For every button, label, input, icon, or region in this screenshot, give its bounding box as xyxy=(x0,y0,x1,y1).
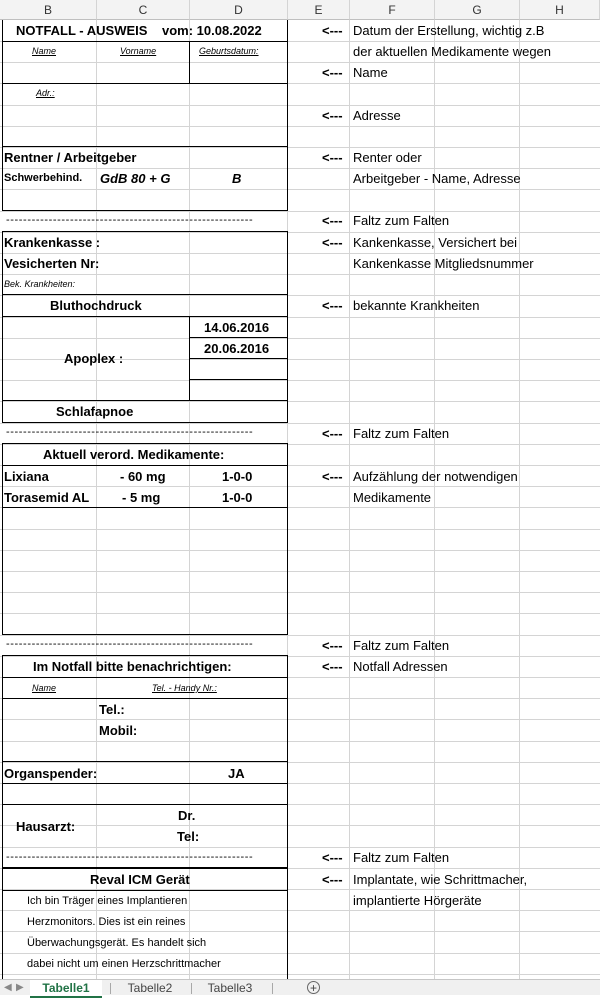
gridline xyxy=(0,126,600,127)
arrow: <--- xyxy=(322,108,343,123)
sheet-tab-bar xyxy=(0,979,600,995)
note-text: Kankenkasse Mitgliedsnummer xyxy=(353,256,534,271)
krankenkasse-label: Krankenkasse : xyxy=(4,235,101,250)
emergency-name-label: Name xyxy=(32,683,57,693)
note-text: Faltz zum Falten xyxy=(353,426,450,441)
arrow: <--- xyxy=(322,150,343,165)
fold-line-1: ---------------------------------------------------------- xyxy=(6,214,254,226)
organ-donor-label: Organspender: xyxy=(4,766,98,781)
note-text: Aufzählung der notwendigen xyxy=(353,469,518,484)
tab-separator xyxy=(110,983,111,994)
gridline xyxy=(0,529,600,530)
arrow: <--- xyxy=(322,426,343,441)
card-border xyxy=(287,231,288,423)
note-text: implantierte Hörgeräte xyxy=(353,893,482,908)
gridline xyxy=(0,380,600,381)
add-sheet-icon[interactable]: + xyxy=(307,981,320,994)
emergency-contact-title: Im Notfall bitte benachrichtigen: xyxy=(33,659,232,674)
fold-line-3: ---------------------------------------------------------- xyxy=(6,638,254,650)
arrow: <--- xyxy=(322,235,343,250)
arrow: <--- xyxy=(322,638,343,653)
reval-text-line: Überwachungsgerät. Es handelt sich xyxy=(27,937,207,949)
schwerbehindert-label: Schwerbehind. xyxy=(4,172,83,184)
card-border xyxy=(2,868,3,979)
card-border xyxy=(2,761,288,762)
gridline xyxy=(0,741,600,742)
disease-date-2: 20.06.2016 xyxy=(204,341,270,356)
card-border xyxy=(287,443,288,635)
rentner-label: Rentner / Arbeitgeber xyxy=(4,150,137,165)
name-column-label: Name xyxy=(32,46,57,56)
medication-dose: - 5 mg xyxy=(122,490,161,505)
note-text: bekannte Krankheiten xyxy=(353,298,480,313)
organ-donor-value: JA xyxy=(228,766,245,781)
fold-line-4: ---------------------------------------------------------- xyxy=(6,851,254,863)
note-text: Faltz zum Falten xyxy=(353,850,450,865)
medication-schedule: 1-0-0 xyxy=(222,490,253,505)
tab-separator xyxy=(272,983,273,994)
doctor-label: Dr. xyxy=(178,808,196,823)
arrow: <--- xyxy=(322,659,343,674)
reval-text-line: Ich bin Träger eines Implantieren xyxy=(27,895,188,907)
note-text: Name xyxy=(353,65,388,80)
card-border xyxy=(189,41,190,83)
disease-apoplex: Apoplex : xyxy=(64,351,124,366)
arrow: <--- xyxy=(322,872,343,887)
gridline xyxy=(519,20,520,979)
disease-date-1: 14.06.2016 xyxy=(204,320,270,335)
gdb-value: GdB 80 + G xyxy=(100,171,171,186)
prev-sheet-icon[interactable]: ◀ xyxy=(4,982,12,993)
address-label: Adr.: xyxy=(36,88,55,98)
note-text: Kankenkasse, Versichert bei xyxy=(353,235,518,250)
tab-tabelle1[interactable]: Tabelle1 xyxy=(30,980,102,998)
vorname-column-label: Vorname xyxy=(120,46,157,56)
gridline xyxy=(0,571,600,572)
note-text: Adresse xyxy=(353,108,401,123)
arrow: <--- xyxy=(322,850,343,865)
disease-schlafapnoe: Schlafapnoe xyxy=(56,404,134,419)
hausarzt-label: Hausarzt: xyxy=(16,819,76,834)
arrow: <--- xyxy=(322,65,343,80)
medications-title: Aktuell verord. Medikamente: xyxy=(43,447,225,462)
gdb-mark: B xyxy=(232,171,242,186)
card-date: vom: 10.08.2022 xyxy=(162,23,262,38)
note-text: Faltz zum Falten xyxy=(353,638,450,653)
tab-separator xyxy=(191,983,192,994)
arrow: <--- xyxy=(322,23,343,38)
note-text: Datum der Erstellung, wichtig z.B xyxy=(353,23,545,38)
reval-title: Reval ICM Gerät xyxy=(90,872,190,887)
cell-grid[interactable] xyxy=(0,20,600,979)
note-text: Medikamente xyxy=(353,490,432,505)
card-border xyxy=(2,443,3,635)
gridline xyxy=(0,592,600,593)
gridline xyxy=(0,550,600,551)
gridline xyxy=(0,105,600,106)
emergency-phone-label: Tel. - Handy Nr.: xyxy=(152,683,217,693)
column-header-d[interactable]: D xyxy=(190,0,288,20)
note-text: Faltz zum Falten xyxy=(353,213,450,228)
column-header-g[interactable]: G xyxy=(435,0,520,20)
column-header-h[interactable]: H xyxy=(520,0,600,20)
medication-schedule: 1-0-0 xyxy=(222,469,253,484)
gridline xyxy=(349,20,350,979)
note-text: Notfall Adressen xyxy=(353,659,448,674)
card-title: NOTFALL - AUSWEIS xyxy=(16,23,148,38)
card-border xyxy=(2,20,3,211)
medication-name: Lixiana xyxy=(4,469,49,484)
gridline xyxy=(0,338,600,339)
tab-tabelle2[interactable]: Tabelle2 xyxy=(127,981,173,995)
column-header-b[interactable]: B xyxy=(0,0,97,20)
mobil-label: Mobil: xyxy=(99,723,138,738)
reval-text-line: Herzmonitors. Dies ist ein reines xyxy=(27,916,186,928)
card-border xyxy=(287,20,288,211)
gridline xyxy=(434,20,435,979)
known-diseases-label: Bek. Krankheiten: xyxy=(4,279,76,289)
note-text: Renter oder xyxy=(353,150,422,165)
fold-line-2: ---------------------------------------------------------- xyxy=(6,426,254,438)
geburtsdatum-column-label: Geburtsdatum: xyxy=(199,46,259,56)
versicherten-label: Vesicherten Nr: xyxy=(4,256,100,271)
arrow: <--- xyxy=(322,469,343,484)
card-border xyxy=(2,400,288,401)
disease-bluthochdruck: Bluthochdruck xyxy=(50,298,142,313)
reval-text-line: dabei nicht um einen Herzschrittmacher xyxy=(27,958,221,970)
card-border xyxy=(287,868,288,979)
card-border xyxy=(2,804,288,805)
medication-name: Torasemid AL xyxy=(4,490,90,505)
note-text: der aktuellen Medikamente wegen xyxy=(353,44,552,59)
doctor-tel-label: Tel: xyxy=(177,829,200,844)
next-sheet-icon[interactable]: ▶ xyxy=(16,982,24,993)
column-header-c[interactable]: C xyxy=(97,0,190,20)
gridline xyxy=(0,189,600,190)
column-header-f[interactable]: F xyxy=(350,0,435,20)
gridline xyxy=(0,825,600,826)
gridline xyxy=(0,613,600,614)
card-border xyxy=(2,231,3,423)
tel-label: Tel.: xyxy=(99,702,125,717)
gridline xyxy=(0,274,600,275)
arrow: <--- xyxy=(322,213,343,228)
gridline xyxy=(0,317,600,318)
note-text: Implantate, wie Schrittmacher, xyxy=(353,872,528,887)
gridline xyxy=(0,719,600,720)
medication-dose: - 60 mg xyxy=(120,469,166,484)
tab-tabelle3[interactable]: Tabelle3 xyxy=(207,981,253,995)
column-header-e[interactable]: E xyxy=(288,0,350,20)
arrow: <--- xyxy=(322,298,343,313)
note-text: Arbeitgeber - Name, Adresse xyxy=(353,171,521,186)
gridline xyxy=(0,62,600,63)
card-border xyxy=(189,379,288,380)
